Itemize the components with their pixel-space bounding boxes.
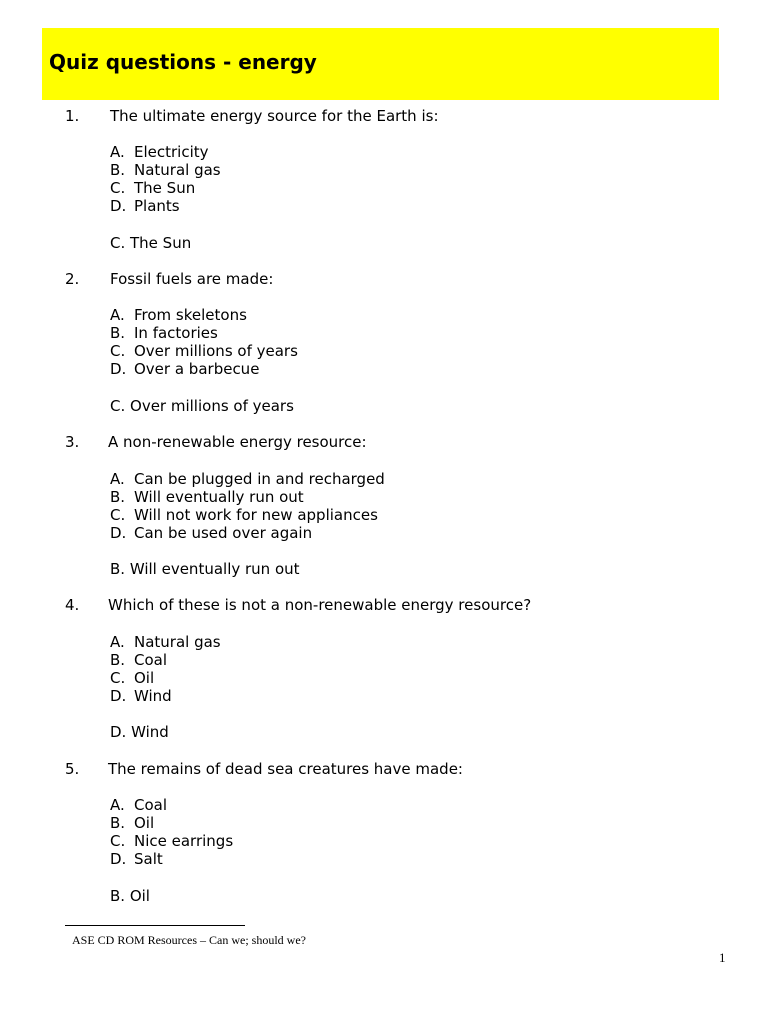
option-letter: C. (110, 179, 126, 197)
option-text: Coal (134, 796, 168, 814)
option-text: Will eventually run out (134, 488, 304, 506)
answer-option (110, 360, 259, 378)
answer-option (110, 488, 304, 506)
answer-option (110, 179, 195, 197)
question-text: A non-renewable energy resource: (108, 433, 367, 451)
option-text: Plants (134, 197, 180, 215)
option-letter: A. (110, 796, 125, 814)
option-text: From skeletons (134, 306, 247, 324)
answer-option (110, 687, 172, 705)
option-text: Over millions of years (134, 342, 298, 360)
option-letter: D. (110, 197, 127, 215)
option-letter: A. (110, 470, 125, 488)
answer-option (110, 143, 209, 161)
option-text: Oil (134, 669, 155, 687)
option-text: In factories (134, 324, 218, 342)
option-text: Nice earrings (134, 832, 234, 850)
option-text: Over a barbecue (134, 360, 260, 378)
question-number: 2. (65, 270, 80, 288)
option-text: Natural gas (134, 633, 221, 651)
footnote: ASE CD ROM Resources – Can we; should we? (72, 933, 306, 947)
question-text: The ultimate energy source for the Earth is: (110, 107, 439, 125)
answer-option (110, 197, 180, 215)
footnote-divider (65, 925, 245, 926)
option-text: Wind (134, 687, 172, 705)
answer-option (110, 796, 167, 814)
option-letter: A. (110, 633, 125, 651)
correct-answer: C. The Sun (110, 234, 192, 252)
question-number: 5. (65, 760, 80, 778)
option-text: Natural gas (134, 161, 221, 179)
page-title: Quiz questions - energy (49, 50, 317, 74)
answer-option (110, 470, 385, 488)
option-text: Coal (134, 651, 168, 669)
option-text: Can be plugged in and recharged (134, 470, 385, 488)
answer-option (110, 342, 298, 360)
answer-option (110, 850, 163, 868)
question-number: 1. (65, 107, 80, 125)
option-letter: B. (110, 814, 126, 832)
option-letter: C. (110, 342, 126, 360)
option-text: Will not work for new appliances (134, 506, 378, 524)
answer-option (110, 161, 221, 179)
answer-option (110, 506, 378, 524)
option-text: The Sun (134, 179, 196, 197)
option-letter: B. (110, 161, 126, 179)
answer-option (110, 814, 154, 832)
option-text: Oil (134, 814, 155, 832)
page-number: 1 (719, 950, 726, 965)
option-letter: A. (110, 143, 125, 161)
answer-option (110, 633, 221, 651)
answer-option (110, 524, 312, 542)
option-letter: D. (110, 850, 127, 868)
question-text: The remains of dead sea creatures have made: (108, 760, 463, 778)
option-text: Salt (134, 850, 163, 868)
answer-option (110, 324, 218, 342)
correct-answer: B. Will eventually run out (110, 560, 300, 578)
option-letter: B. (110, 651, 126, 669)
option-letter: D. (110, 360, 127, 378)
answer-option (110, 832, 233, 850)
option-text: Electricity (134, 143, 209, 161)
correct-answer: D. Wind (110, 723, 169, 741)
option-letter: B. (110, 488, 126, 506)
question-number: 3. (65, 433, 80, 451)
answer-option (110, 669, 154, 687)
option-letter: C. (110, 506, 126, 524)
question-text: Which of these is not a non-renewable energy resource? (108, 596, 532, 614)
question-number: 4. (65, 596, 80, 614)
option-letter: C. (110, 832, 126, 850)
correct-answer: C. Over millions of years (110, 397, 294, 415)
option-letter: A. (110, 306, 125, 324)
answer-option (110, 306, 247, 324)
option-text: Can be used over again (134, 524, 313, 542)
question-text: Fossil fuels are made: (110, 270, 274, 288)
option-letter: B. (110, 324, 126, 342)
answer-option (110, 651, 167, 669)
option-letter: C. (110, 669, 126, 687)
option-letter: D. (110, 687, 127, 705)
correct-answer: B. Oil (110, 887, 150, 905)
option-letter: D. (110, 524, 127, 542)
